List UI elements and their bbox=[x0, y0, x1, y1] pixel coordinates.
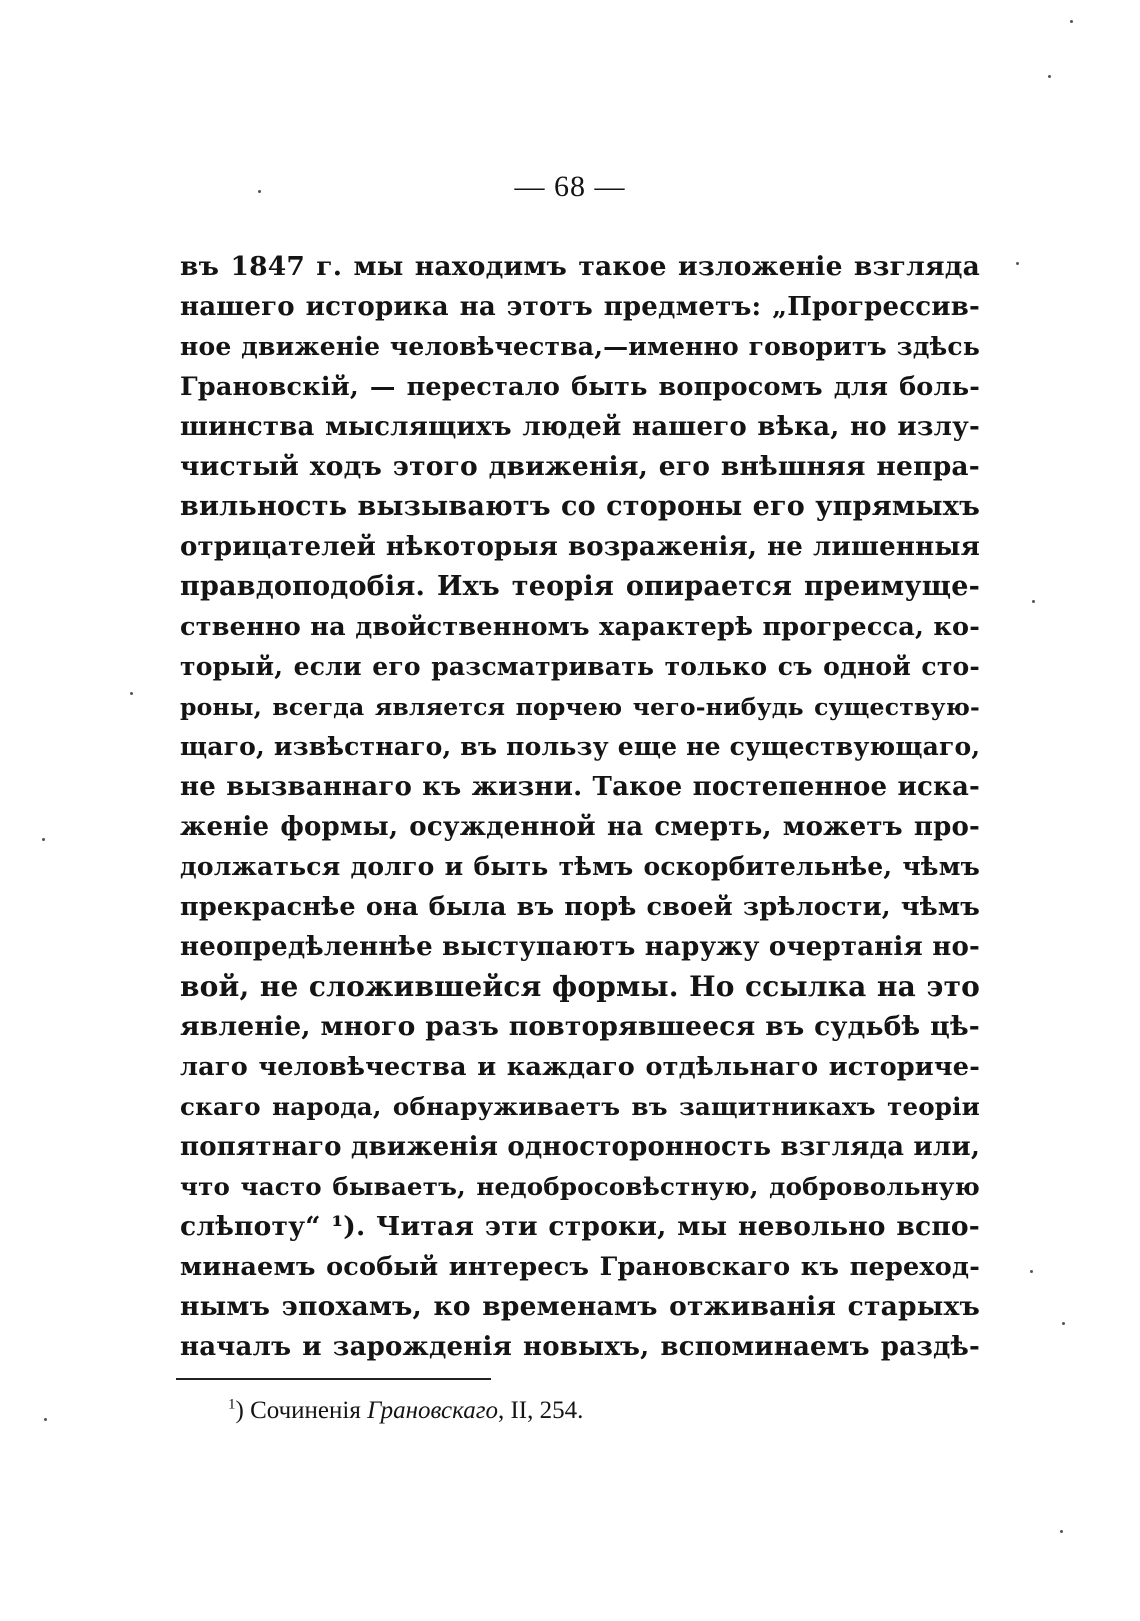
speck bbox=[1032, 600, 1035, 603]
speck bbox=[1048, 75, 1051, 78]
body-line: лаго человѣчества и каждаго отдѣльнаго историче- bbox=[180, 1052, 980, 1082]
speck bbox=[1060, 1530, 1063, 1533]
body-line: ственно на двойственномъ характерѣ прогресса, ко- bbox=[180, 612, 980, 642]
footnote-suffix: , II, 254. bbox=[497, 1397, 584, 1424]
footnote-divider bbox=[176, 1378, 491, 1380]
body-line: попятнаго движенія односторонность взгляда или, bbox=[180, 1132, 981, 1162]
body-line: ное движеніе человѣчества,—именно говоритъ здѣсь bbox=[180, 332, 980, 361]
body-line: шинства мыслящихъ людей нашего вѣка, но излу- bbox=[180, 412, 980, 442]
footnote-marker: 1 bbox=[228, 1396, 236, 1413]
speck bbox=[1062, 1322, 1065, 1325]
body-line: щаго, извѣстнаго, въ пользу еще не существующаго, bbox=[180, 732, 981, 761]
body-line: Грановскій, — перестало быть вопросомъ для боль- bbox=[180, 372, 980, 402]
body-line: неопредѣленнѣе выступаютъ наружу очертанія но- bbox=[180, 932, 980, 962]
body-line: скаго народа, обнаруживаетъ въ защитникахъ теоріи bbox=[180, 1092, 980, 1121]
body-line: правдоподобія. Ихъ теорія опирается преимуще- bbox=[180, 571, 980, 602]
footnote-author: Грановскаго bbox=[367, 1397, 498, 1424]
speck bbox=[130, 692, 133, 695]
speck bbox=[1030, 1270, 1033, 1273]
body-line: прекраснѣе она была въ порѣ своей зрѣлости, чѣмъ bbox=[180, 892, 980, 922]
body-line: минаемъ особый интересъ Грановскаго къ переход- bbox=[180, 1252, 980, 1282]
page-number: — 68 — bbox=[514, 170, 626, 203]
body-line: вильность вызываютъ со стороны его упрямыхъ bbox=[180, 491, 980, 522]
body-line: женіе формы, осужденной на смерть, можетъ про- bbox=[180, 812, 980, 842]
footnote-prefix: ) Сочиненія bbox=[235, 1397, 368, 1424]
speck bbox=[42, 838, 45, 841]
speck bbox=[44, 1418, 47, 1421]
body-line: что часто бываетъ, недобросовѣстную, добровольную bbox=[180, 1172, 980, 1201]
body-line: нашего историка на этотъ предметъ: „Прогрессив- bbox=[180, 292, 980, 322]
body-line: слѣпоту“ ¹). Читая эти строки, мы невольно вспо- bbox=[180, 1211, 980, 1242]
body-line: въ 1847 г. мы находимъ такое изложеніе взгляда bbox=[180, 251, 980, 282]
body-text bbox=[180, 247, 980, 1367]
body-line: должаться долго и быть тѣмъ оскорбительнѣе, чѣмъ bbox=[180, 852, 980, 881]
footnote bbox=[228, 1394, 583, 1428]
speck bbox=[1016, 262, 1019, 265]
body-line: роны, всегда является порчею чего-нибудь существую- bbox=[180, 693, 980, 721]
body-line: не вызваннаго къ жизни. Такое постепенное иска- bbox=[180, 772, 980, 802]
body-line: явленіе, много разъ повторявшееся въ судьбѣ цѣ- bbox=[180, 1011, 980, 1042]
body-line: торый, если его разсматривать только съ одной сто- bbox=[180, 652, 980, 681]
body-line: началъ и зарожденія новыхъ, вспоминаемъ раздѣ- bbox=[180, 1332, 980, 1362]
body-line: отрицателей нѣкоторыя возраженія, не лишенныя bbox=[180, 532, 980, 562]
speck bbox=[1070, 20, 1073, 23]
body-line: вой, не сложившейся формы. Но ссылка на это bbox=[180, 970, 980, 1003]
body-line: нымъ эпохамъ, ко временамъ отживанія старыхъ bbox=[180, 1291, 980, 1322]
speck bbox=[258, 190, 261, 193]
body-line: чистый ходъ этого движенія, его внѣшняя непра- bbox=[180, 451, 980, 482]
